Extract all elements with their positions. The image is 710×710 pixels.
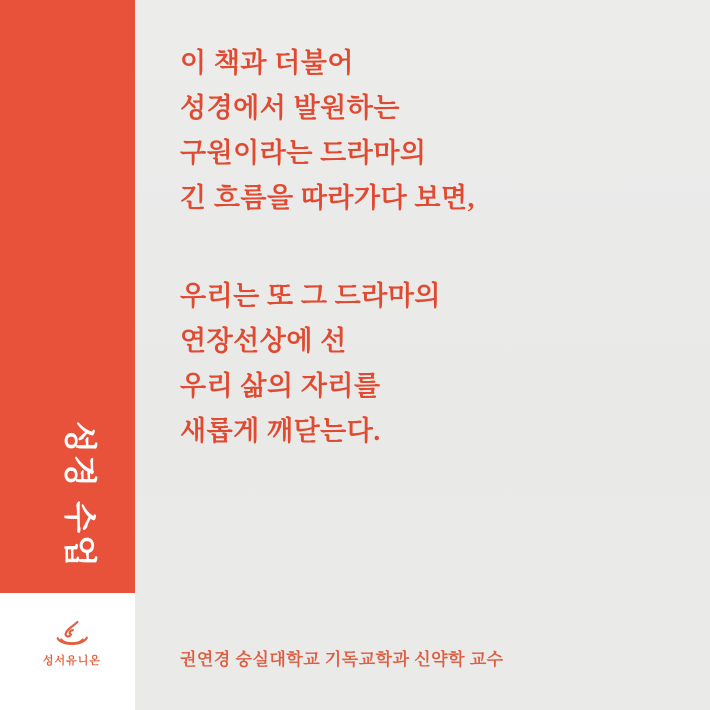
publisher-logo: [2, 620, 142, 668]
quote-line: 이 책과 더불어: [180, 48, 354, 78]
quote-line: 우리 삶의 자리를: [180, 371, 381, 401]
oil-lamp-icon: [54, 620, 90, 651]
publisher-name: 성서유니온: [42, 655, 102, 667]
attribution-text: 권연경 숭실대학교 기독교학과 신약학 교수: [180, 650, 504, 669]
title-sidebar: [0, 0, 135, 593]
quote-block: [180, 41, 475, 454]
quote-line: 긴 흐름을 따라가다 보면,: [180, 183, 475, 213]
quote-line: 구원이라는 드라마의: [180, 138, 427, 168]
book-title-vertical: 성경 수업: [60, 421, 97, 569]
quote-line: 새롭게 깨닫는다.: [180, 416, 381, 446]
quote-paragraph-2: [180, 274, 475, 454]
quote-line: 우리는 또 그 드라마의: [180, 281, 441, 311]
quote-line: 성경에서 발원하는: [180, 93, 400, 123]
quote-paragraph-1: [180, 41, 475, 221]
quote-line: 연장선상에 선: [180, 326, 347, 356]
